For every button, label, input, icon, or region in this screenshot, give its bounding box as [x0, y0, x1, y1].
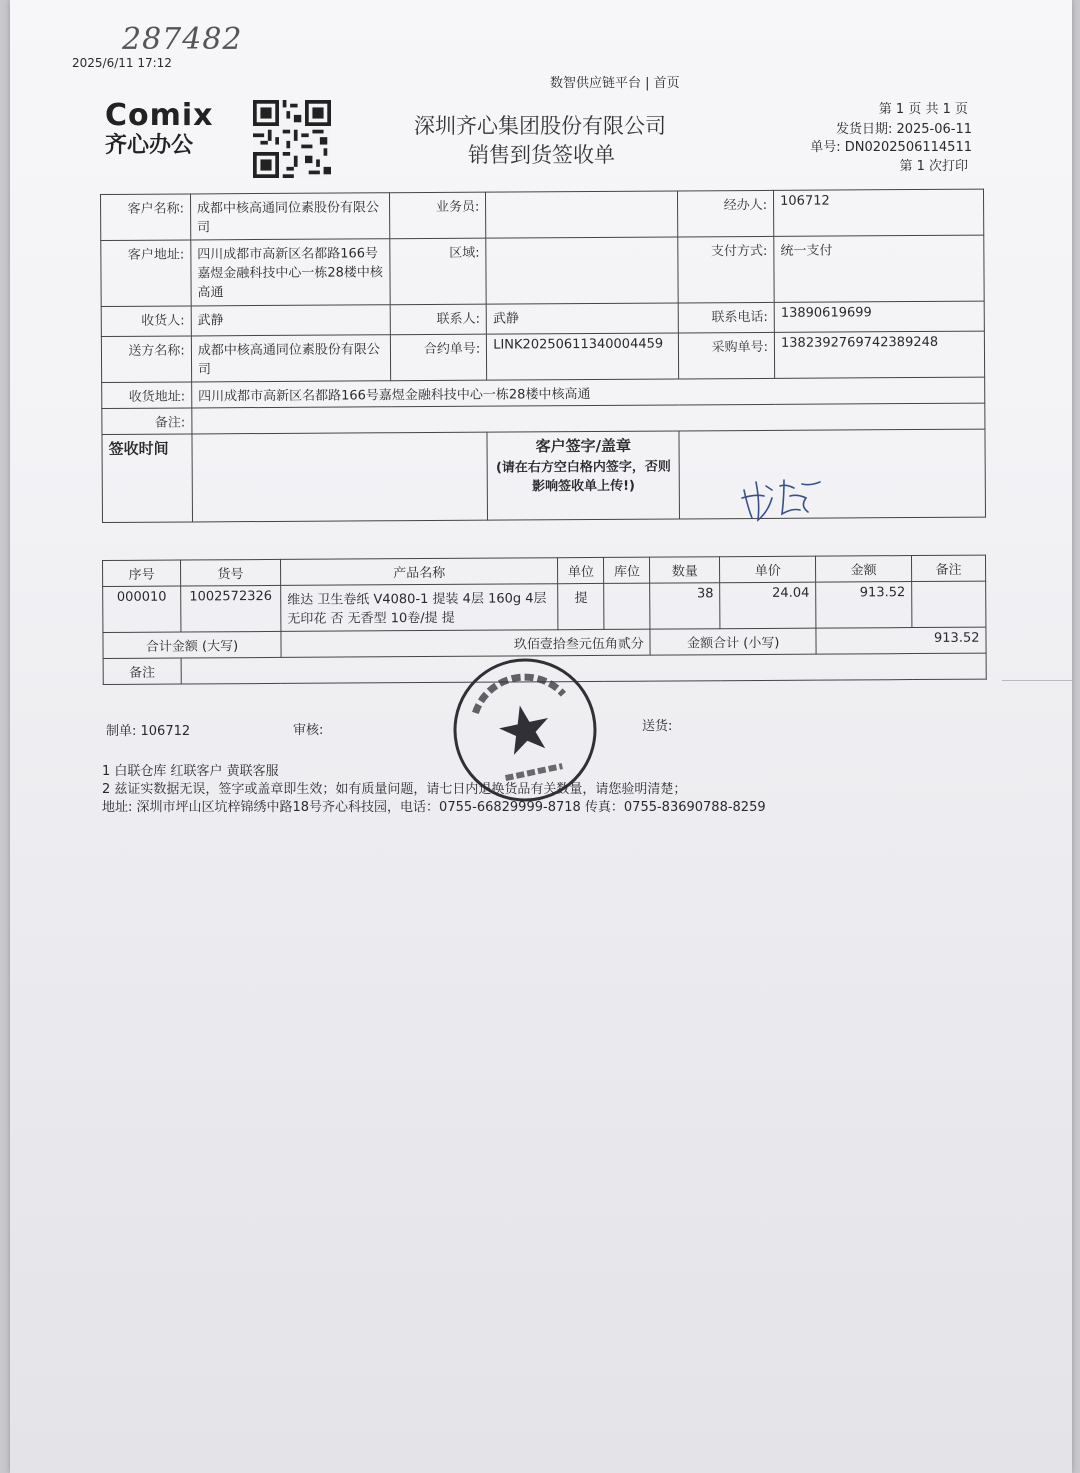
platform-link: 数智供应链平台 | 首页	[550, 76, 680, 91]
customer-name: 成都中核高通同位素股份有限公司	[190, 193, 390, 240]
item-sku: 1002572326	[181, 585, 281, 632]
confirmation-note: 2 兹证实数据无误，签字或盖章即生效；如有质量问题，请七日内退换货品有关数量，请您验明清楚；	[102, 782, 687, 797]
total-lower-label: 金额合计 (小写)	[650, 628, 816, 655]
salesman-value	[486, 191, 678, 238]
phone-value: 13890619699	[774, 301, 984, 332]
receive-address: 四川成都市高新区名都路166号嘉煜金融科技中心一栋28楼中核高通	[191, 377, 984, 408]
shipper: 送货:	[642, 719, 673, 734]
item-price: 24.04	[720, 582, 816, 629]
col-header-location: 库位	[604, 557, 650, 583]
col-header-unit: 单位	[558, 557, 604, 583]
reviewer: 审核:	[293, 723, 324, 738]
qr-code-icon	[253, 100, 331, 178]
item-seq: 000010	[103, 586, 181, 632]
total-lower-value: 913.52	[816, 627, 986, 654]
contact-value: 武静	[486, 303, 678, 334]
table-row	[103, 581, 986, 632]
col-header-sku: 货号	[180, 559, 280, 586]
sign-time-label: 签收时间	[102, 434, 192, 523]
region-value	[486, 237, 678, 304]
paper-fold-line	[1002, 680, 1072, 681]
receiver-label: 收货人:	[101, 306, 191, 337]
item-qty: 38	[650, 583, 720, 629]
sign-prompt-note: (请在右方空白格内签字，否则影响签收单上传!)	[495, 459, 671, 495]
handwritten-number: 287482	[122, 22, 243, 57]
order-number: 单号: DN0202506114511	[810, 140, 972, 155]
customer-address-label: 客户地址:	[101, 240, 191, 307]
handwritten-signature	[738, 468, 828, 528]
contract-value: LINK20250611340004459	[487, 333, 679, 380]
customer-info-table	[100, 189, 986, 523]
total-upper-label: 合计金额 (大写)	[103, 631, 281, 658]
delivery-receipt-paper	[10, 0, 1072, 1473]
company-title: 深圳齐心集团股份有限公司	[414, 114, 666, 138]
sign-prompt	[487, 431, 680, 520]
handler-value: 106712	[774, 189, 984, 236]
item-name: 维达 卫生卷纸 V4080-1 提装 4层 160g 4层 无印花 否 无香型 10卷/提 提	[281, 584, 559, 632]
payment-label: 支付方式:	[678, 236, 774, 303]
handler-label: 经办人:	[678, 190, 774, 237]
made-by: 制单: 106712	[106, 724, 191, 739]
item-amount: 913.52	[816, 582, 912, 629]
col-header-qty: 数量	[650, 557, 720, 583]
phone-label: 联系电话:	[678, 302, 774, 333]
document-title: 销售到货签收单	[468, 143, 615, 167]
company-address: 地址: 深圳市坪山区坑梓锦绣中路18号齐心科技园，电话：0755-66829999-8718 传真：0755-83690788-8259	[102, 800, 766, 815]
copies-note: 1 白联仓库 红联客户 黄联客服	[102, 764, 279, 779]
comix-logo-text: Comix	[105, 98, 214, 133]
receiver-value: 武静	[191, 305, 391, 336]
items-remark-label: 备注	[103, 658, 181, 684]
item-remark	[912, 581, 986, 627]
signature-box	[679, 429, 985, 519]
col-header-price: 单价	[720, 556, 816, 583]
col-header-seq: 序号	[103, 560, 181, 586]
customer-name-label: 客户名称:	[101, 194, 191, 241]
po-label: 采购单号:	[679, 332, 775, 379]
contact-label: 联系人:	[391, 304, 487, 335]
payment-value: 统一支付	[774, 235, 984, 302]
receive-address-label: 收货地址:	[102, 382, 192, 409]
region-label: 区域:	[390, 238, 486, 305]
contract-label: 合约单号:	[391, 334, 487, 381]
ship-to-label: 送方名称:	[101, 336, 191, 383]
total-upper-value: 玖佰壹拾叁元伍角贰分	[281, 629, 651, 657]
remark-label: 备注:	[102, 408, 192, 435]
sign-time-value	[192, 432, 488, 522]
col-header-name: 产品名称	[280, 558, 558, 586]
customer-address: 四川成都市高新区名都路166号嘉煜金融科技中心一栋28楼中核高通	[191, 239, 391, 306]
salesman-label: 业务员:	[390, 192, 486, 239]
ship-to-value: 成都中核高通同位素股份有限公司	[191, 335, 391, 382]
page-count: 第 1 页 共 1 页	[878, 102, 968, 117]
item-unit: 提	[558, 583, 604, 629]
print-datetime: 2025/6/11 17:12	[72, 56, 172, 70]
col-header-remark: 备注	[912, 555, 986, 581]
comix-logo-cn: 齐心办公	[105, 133, 194, 158]
print-count: 第 1 次打印	[899, 159, 968, 174]
po-value: 1382392769742389248	[774, 331, 984, 378]
col-header-amount: 金额	[816, 556, 912, 583]
item-location	[604, 583, 650, 629]
sign-prompt-title: 客户签字/盖章	[535, 436, 632, 456]
ship-date: 发货日期: 2025-06-11	[835, 122, 972, 137]
